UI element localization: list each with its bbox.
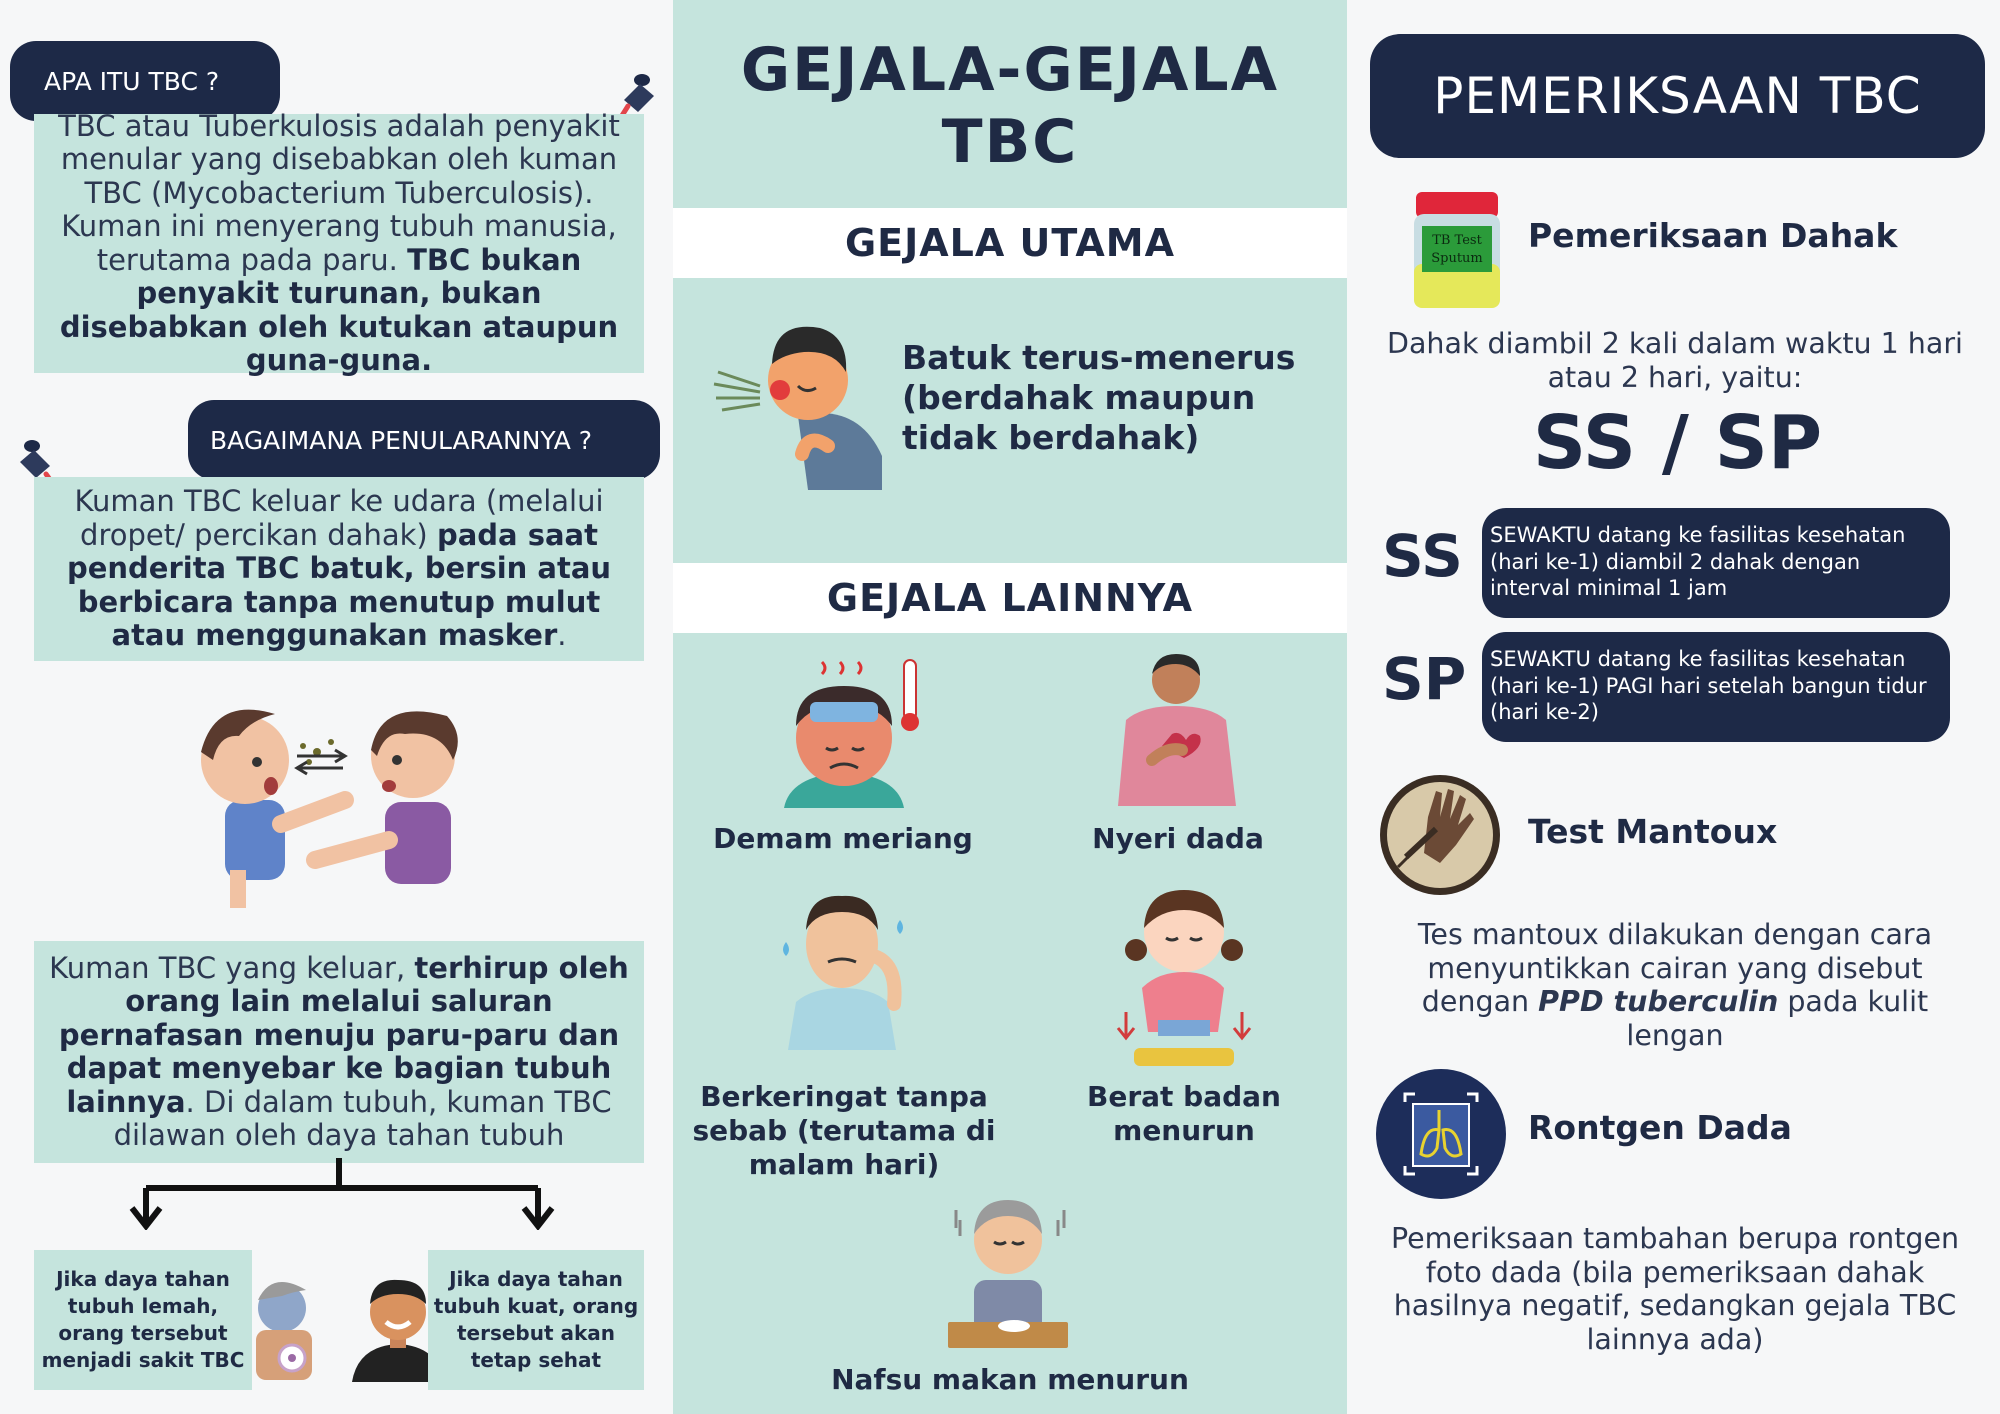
symptom-chest-pain-text: Nyeri dada: [1092, 822, 1264, 855]
outcome-weak-text: Jika daya tahan tubuh lemah, orang tersebut menjadi sakit TBC: [41, 1267, 245, 1372]
transmission-text: [44, 485, 634, 653]
main-symptom-band: [673, 208, 1347, 278]
appetite-loss-icon: [946, 1190, 1070, 1352]
symptom-label-appetite: [780, 1363, 1240, 1397]
mantoux-heading: [1528, 812, 1777, 851]
main-symptom-line3: tidak berdahak): [902, 418, 1200, 457]
sp-box-text: SEWAKTU datang ke fasilitas kesehatan (hari ke-1) PAGI hari setelah bangun tidur (hari ke-2): [1490, 647, 1927, 724]
symptom-appetite-text: Nafsu makan menurun: [831, 1363, 1189, 1396]
symptom-sweating-text: Berkeringat tanpa sebab (terutama di malam hari): [692, 1080, 996, 1181]
coughing-man-icon: [708, 306, 892, 490]
ss-letter-text: SS: [1382, 522, 1463, 590]
sweating-icon: [776, 884, 916, 1050]
other-symptom-band-label: GEJALA LAINNYA: [826, 576, 1194, 620]
branch-arrows: [120, 1158, 560, 1230]
symptoms-title-line2: TBC: [941, 107, 1079, 177]
symptoms-title-line1: GEJALA-GEJALA: [740, 35, 1280, 105]
ss-box-text: SEWAKTU datang ke fasilitas kesehatan (hari ke-1) diambil 2 dahak dengan interval minimal 1 jam: [1490, 523, 1906, 600]
xray-heading: [1528, 1108, 1792, 1147]
infection-plain2: . Di dalam tubuh, kuman TBC dilawan oleh daya tahan tubuh: [113, 1084, 612, 1152]
sputum-jar-icon: [1410, 186, 1504, 312]
jar-label-line1: TB Test: [1432, 233, 1482, 248]
transmission-box: [34, 477, 644, 661]
transmission-bold: pada saat penderita TBC batuk, bersin atau berbicara tanpa menutup mulut atau menggunakan masker: [66, 517, 612, 653]
infection-box: [34, 941, 644, 1163]
ss-sp-big: [1370, 400, 1985, 486]
main-symptom-band-label: GEJALA UTAMA: [844, 221, 1175, 265]
what-is-tbc-bold: TBC bukan penyakit turunan, bukan disebabkan oleh kutukan ataupun guna-guna.: [59, 242, 619, 377]
sp-box: [1482, 632, 1950, 742]
ss-letter: [1382, 522, 1463, 590]
symptoms-title: [673, 34, 1347, 178]
symptom-label-sweating: [686, 1080, 1002, 1182]
symptom-fever-text: Demam meriang: [713, 822, 973, 855]
xray-text-content: Pemeriksaan tambahan berupa rontgen foto dada (bila pemeriksaan dahak hasilnya negatif, sedangkan gejala TBC lainnya ada): [1390, 1222, 1960, 1356]
what-is-tbc-text: [44, 110, 634, 378]
sp-letter: [1382, 645, 1466, 713]
symptom-label-chest-pain: [1028, 822, 1328, 856]
chest-pain-icon: [1112, 650, 1242, 806]
sp-letter-text: SP: [1382, 645, 1467, 713]
what-is-tbc-plain: TBC atau Tuberkulosis adalah penyakit menular yang disebabkan oleh kuman TBC (Mycobacterium Tuberculosis). Kuman ini menyerang tubuh manusia, terutama pada paru.: [58, 108, 620, 277]
transmission-plain: Kuman TBC keluar ke udara (melalui dropet/ percikan dahak): [74, 484, 604, 552]
symptom-weight-loss-text: Berat badan menurun: [1087, 1080, 1281, 1147]
coughing-people-illustration: [185, 690, 495, 910]
section-pill-penularan: [188, 400, 660, 480]
weight-loss-icon: [1108, 876, 1258, 1070]
ss-sp-big-text: SS / SP: [1532, 400, 1823, 486]
section-pill-label: BAGAIMANA PENULARANNYA ?: [210, 425, 593, 455]
mantoux-text: [1370, 918, 1980, 1052]
chest-xray-icon: [1375, 1068, 1507, 1200]
exam-title: [1370, 34, 1985, 158]
mantoux-glove-icon: [1378, 773, 1502, 897]
main-symptom-line1: Batuk terus-menerus: [902, 338, 1296, 377]
what-is-tbc-box: [34, 108, 644, 377]
symptom-label-weight-loss: [1072, 1080, 1296, 1148]
main-symptom-text: [902, 338, 1322, 458]
outcome-strong-box: [428, 1250, 644, 1390]
section-pill-label: APA ITU TBC ?: [44, 66, 220, 96]
xray-heading-text: Rontgen Dada: [1528, 1108, 1792, 1147]
sputum-text: [1370, 327, 1980, 394]
sputum-heading: [1528, 216, 1897, 255]
infection-bold: terhirup oleh orang lain melalui saluran pernafasan menuju paru-paru dan dapat menyebar ke bagian tubuh lainnya: [58, 950, 629, 1119]
infection-text: [44, 952, 634, 1153]
sick-person-icon: [252, 1270, 316, 1382]
sputum-heading-text: Pemeriksaan Dahak: [1528, 216, 1898, 255]
mantoux-text-plain1: Tes mantoux dilakukan dengan cara menyuntikkan cairan yang disebut dengan: [1417, 918, 1933, 1018]
jar-label-line2: Sputum: [1431, 251, 1483, 266]
mantoux-text-plain2: pada kulit lengan: [1626, 985, 1929, 1052]
sputum-text-content: Dahak diambil 2 kali dalam waktu 1 hari atau 2 hari, yaitu:: [1387, 327, 1963, 394]
main-symptom-line2: (berdahak maupun: [902, 378, 1256, 417]
symptom-label-fever: [693, 822, 993, 856]
infection-plain1: Kuman TBC yang keluar,: [49, 950, 406, 985]
outcome-weak-box: [34, 1250, 252, 1390]
mantoux-heading-text: Test Mantoux: [1528, 812, 1778, 851]
mantoux-text-ppd: PPD tuberculin: [1538, 985, 1779, 1018]
ss-box: [1482, 508, 1950, 618]
other-symptom-band: [673, 563, 1347, 633]
exam-title-text: PEMERIKSAAN TBC: [1433, 67, 1922, 125]
fever-icon: [770, 652, 930, 808]
outcome-strong-text: Jika daya tahan tubuh kuat, orang tersebut akan tetap sehat: [433, 1267, 639, 1372]
transmission-period: .: [557, 618, 567, 653]
xray-text: [1372, 1222, 1978, 1356]
